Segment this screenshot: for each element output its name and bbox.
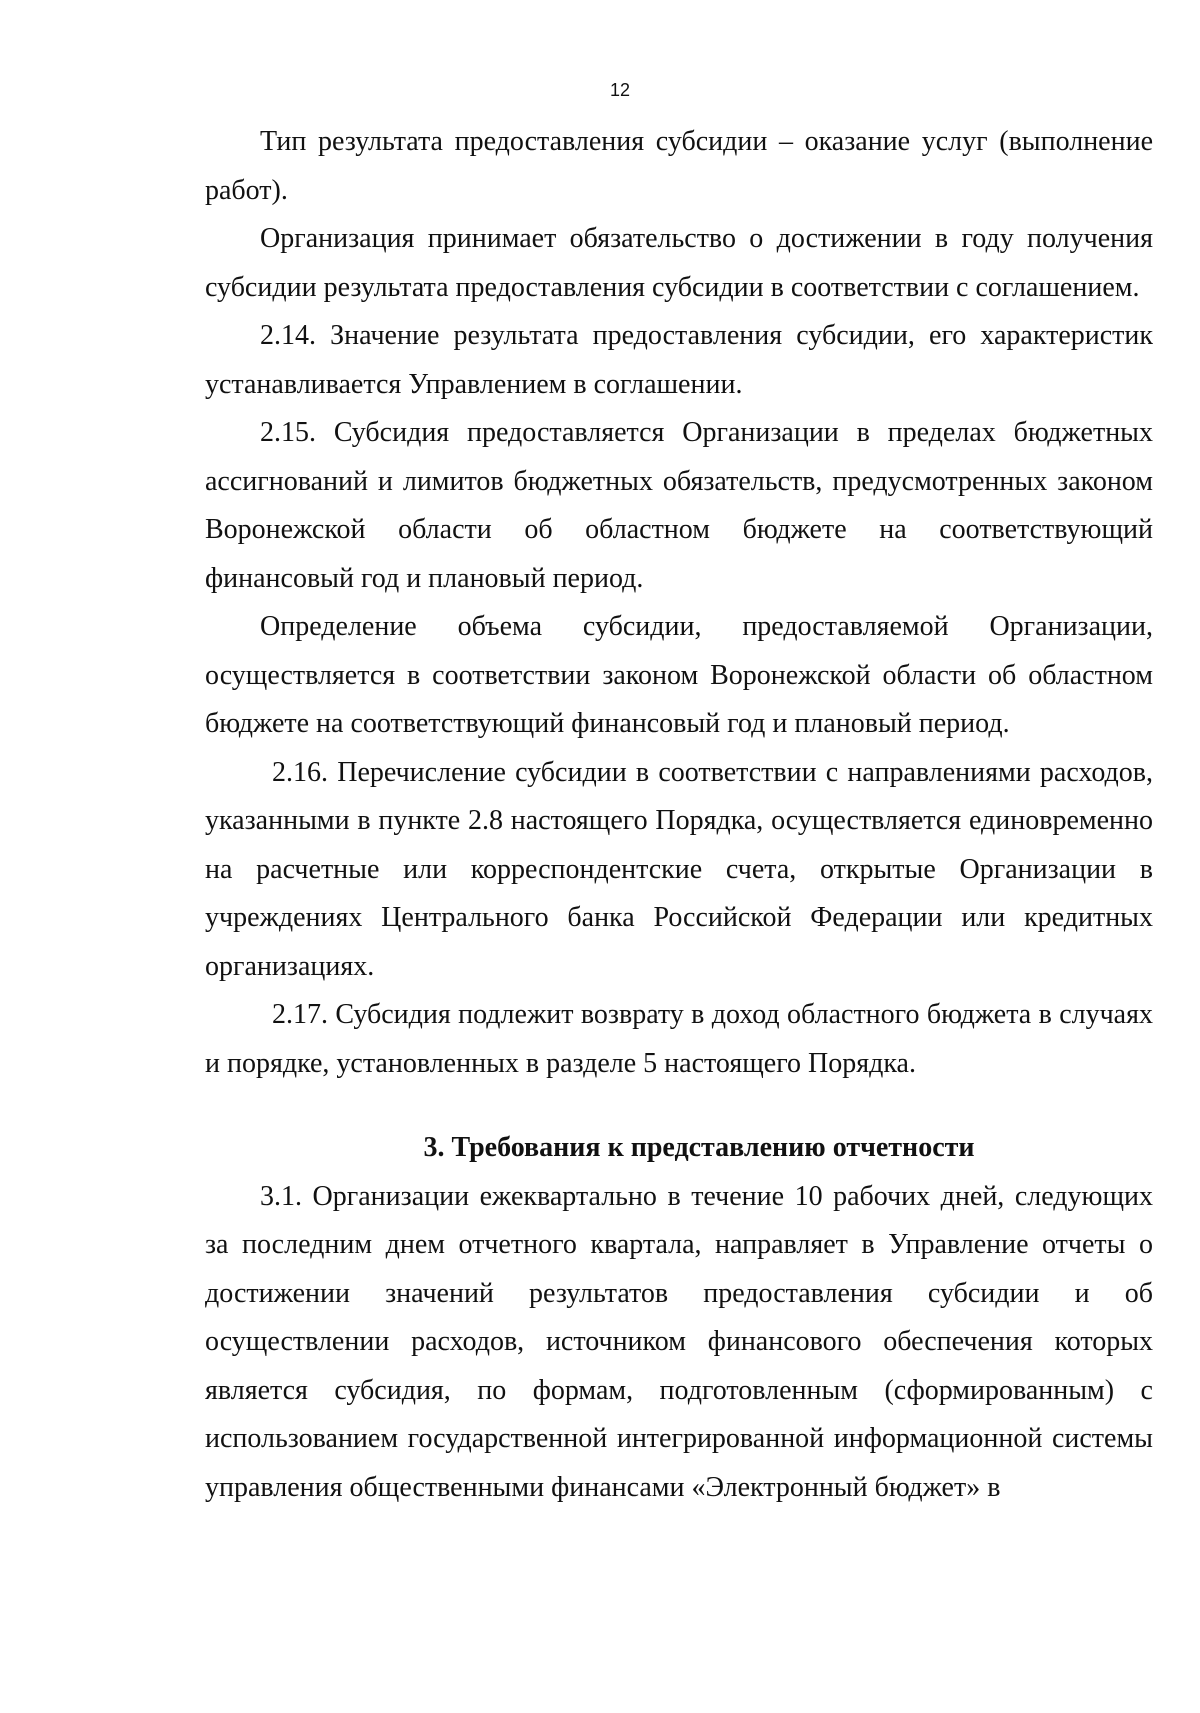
paragraph-obligation: Организация принимает обязательство о достижении в году получения субсидии результата предоставления субсидии в соответствии с соглашением. [205, 223, 1153, 303]
paragraph-2-17: 2.17. Субсидия подлежит возврату в доход областного бюджета в случаях и порядке, установленных в разделе 5 настоящего Порядка. [205, 999, 1153, 1079]
document-body [205, 118, 1153, 1512]
paragraph-subsidy-volume: Определение объема субсидии, предоставляемой Организации, осуществляется в соответствии законом Воронежской области об областном бюджете на соответствующий финансовый год и плановый период. [205, 611, 1153, 739]
section-heading: 3. Требования к представлению отчетности [423, 1132, 975, 1163]
paragraph-3-1: 3.1. Организации ежеквартально в течение 10 рабочих дней, следующих за последним днем отчетного квартала, направляет в Управление отчеты о достижении значений результатов предоставления субсидии и об осуществлении расходов, источником финансового обеспечения которых является субсидия, по формам, подготовленным (сформированным) с использованием государственной интегрированной информационной системы управления общественными финансами «Электронный бюджет» в [205, 1180, 1153, 1503]
paragraph-result-type: Тип результата предоставления субсидии – оказание услуг (выполнение работ). [205, 126, 1153, 206]
paragraph-2-15: 2.15. Субсидия предоставляется Организации в пределах бюджетных ассигнований и лимитов бюджетных обязательств, предусмотренных законом Воронежской области об областном бюджете на соответствующий финансовый год и плановый период. [205, 417, 1153, 594]
paragraph-2-14: 2.14. Значение результата предоставления субсидии, его характеристик устанавливается Управлением в соглашении. [205, 320, 1153, 400]
paragraph-2-16: 2.16. Перечисление субсидии в соответствии с направлениями расходов, указанными в пункте 2.8 настоящего Порядка, осуществляется единовременно на расчетные или корреспондентские счета, открытые Организации в учреждениях Центрального банка Российской Федерации или кредитных организациях. [205, 756, 1153, 982]
page-number: 12 [609, 80, 631, 100]
